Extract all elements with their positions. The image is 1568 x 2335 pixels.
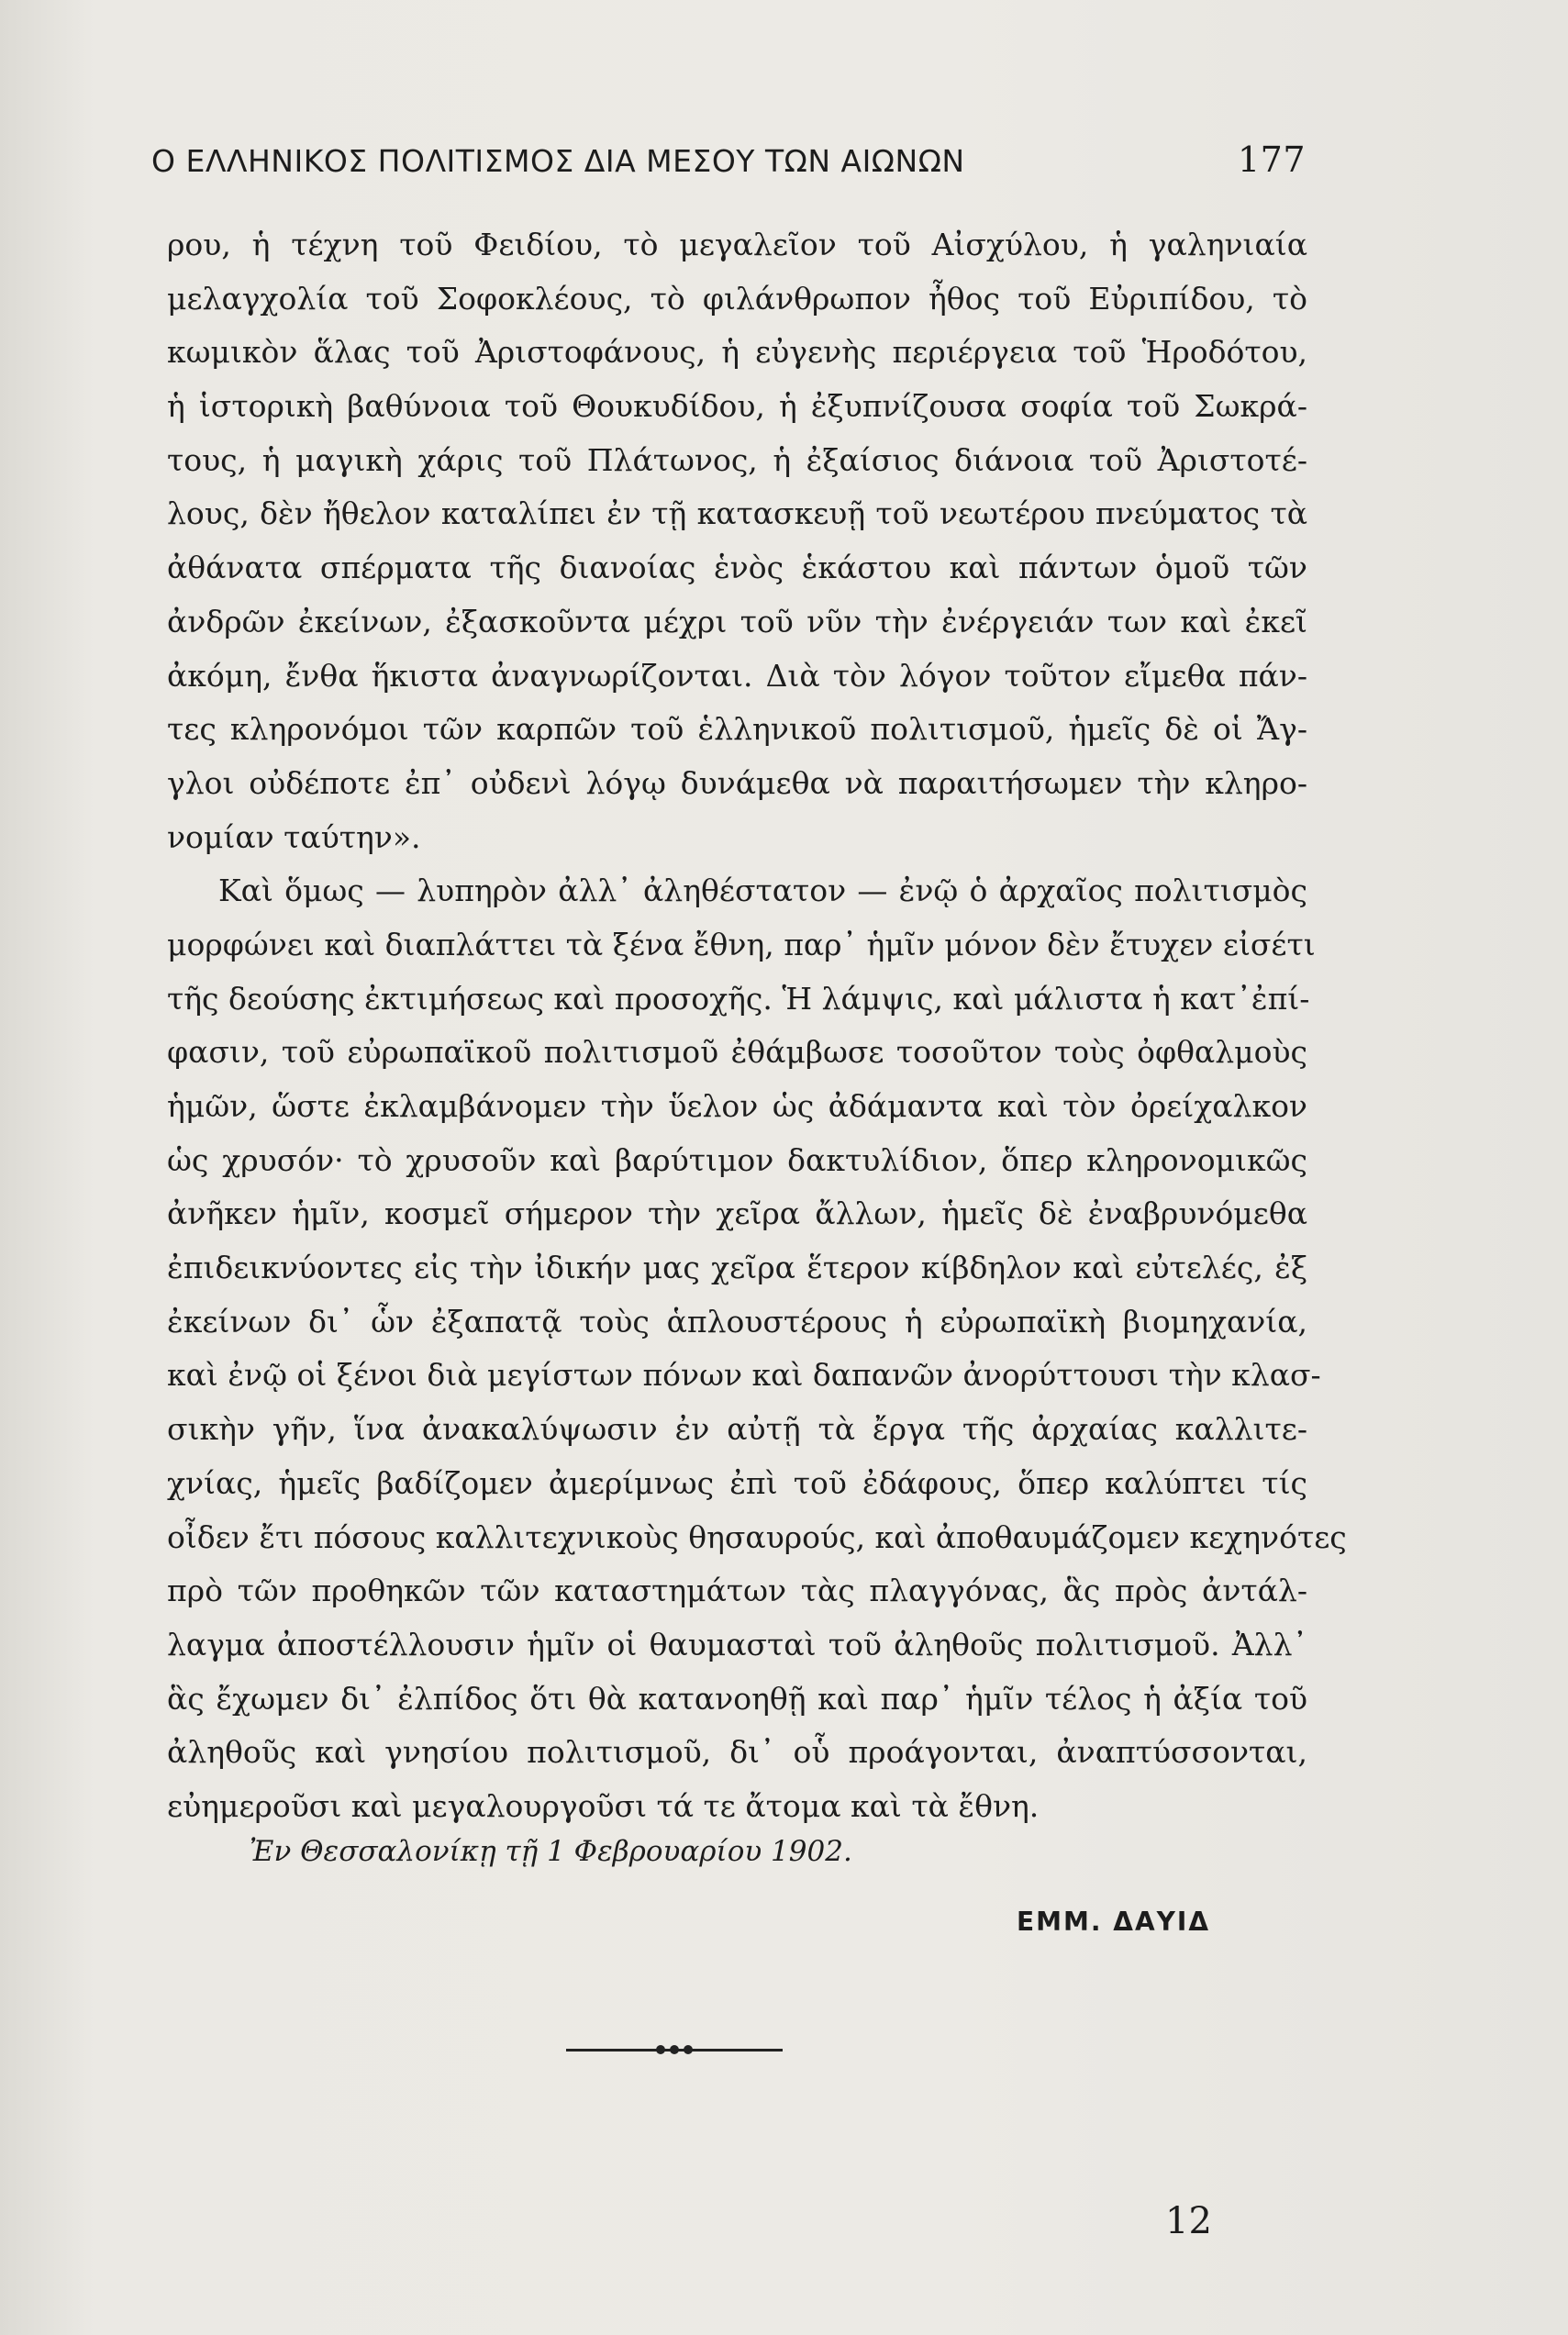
text-line: καὶ ἐνῷ οἱ ξένοι διὰ μεγίστων πόνων καὶ δαπανῶν ἀνορύττουσι τὴν κλασ- bbox=[167, 1357, 1321, 1394]
text-line: ἡμῶν, ὥστε ἐκλαμβάνομεν τὴν ὕελον ὡς ἀδάμαντα καὶ τὸν ὀρείχαλκον bbox=[167, 1088, 1307, 1124]
text-line: γλοι οὐδέποτε ἐπ᾽ οὐδενὶ λόγῳ δυνάμεθα νὰ παραιτήσωμεν τὴν κληρο- bbox=[167, 764, 1307, 801]
text-line: φασιν, τοῦ εὐρωπαϊκοῦ πολιτισμοῦ ἐθάμβωσε τοσοῦτον τοὺς ὀφθαλμοὺς bbox=[167, 1034, 1307, 1071]
text-line: ἀνῆκεν ἡμῖν, κοσμεῖ σήμερον τὴν χεῖρα ἄλλων, ἡμεῖς δὲ ἐναβρυνόμεθα bbox=[167, 1195, 1307, 1232]
page-number: 177 bbox=[1237, 139, 1306, 180]
text-line: ὡς χρυσόν· τὸ χρυσοῦν καὶ βαρύτιμον δακτυλίδιον, ὅπερ κληρονομικῶς bbox=[167, 1141, 1307, 1178]
text-line: τους, ἡ μαγικὴ χάρις τοῦ Πλάτωνος, ἡ ἐξαίσιος διάνοια τοῦ Ἀριστοτέ- bbox=[167, 441, 1307, 478]
ornament-dot bbox=[670, 2045, 679, 2054]
text-line: τες κληρονόμοι τῶν καρπῶν τοῦ ἑλληνικοῦ πολιτισμοῦ, ἡμεῖς δὲ οἱ Ἄγ- bbox=[167, 711, 1307, 748]
printer-signature-mark: 12 bbox=[1165, 2200, 1212, 2242]
text-line: σικὴν γῆν, ἵνα ἀνακαλύψωσιν ἐν αὐτῇ τὰ ἔργα τῆς ἀρχαίας καλλιτε- bbox=[167, 1411, 1307, 1448]
dateline: Ἐν Θεσσαλονίκῃ τῇ 1 Φεβρουαρίου 1902. bbox=[250, 1835, 852, 1868]
running-title: Ο ΕΛΛΗΝΙΚΟΣ ΠΟΛΙΤΙΣΜΟΣ ΔΙΑ ΜΕΣΟΥ ΤΩΝ ΑΙΩΝΩΝ bbox=[151, 143, 965, 179]
text-line: ἐπιδεικνύοντες εἰς τὴν ἰδικήν μας χεῖρα ἕτερον κίβδηλον καὶ εὐτελές, ἐξ bbox=[167, 1250, 1307, 1286]
body-text bbox=[167, 218, 1347, 1834]
ornament-dot bbox=[684, 2045, 693, 2054]
text-line: ἀληθοῦς καὶ γνησίου πολιτισμοῦ, δι᾽ οὗ προάγονται, ἀναπτύσσονται, bbox=[167, 1734, 1307, 1771]
text-line: εὐημεροῦσι καὶ μεγαλουργοῦσι τά τε ἄτομα καὶ τὰ ἔθνη. bbox=[167, 1787, 1040, 1824]
text-line: ἡ ἱστορικὴ βαθύνοια τοῦ Θουκυδίδου, ἡ ἐξυπνίζουσα σοφία τοῦ Σωκρά- bbox=[167, 388, 1307, 425]
ornamental-rule bbox=[566, 2044, 783, 2055]
ornament-dot bbox=[656, 2045, 665, 2054]
text-line: λαγμα ἀποστέλλουσιν ἡμῖν οἱ θαυμασταὶ τοῦ ἀληθοῦς πολιτισμοῦ. Ἀλλ᾽ bbox=[167, 1626, 1307, 1662]
text-line: ἀνδρῶν ἐκείνων, ἐξασκοῦντα μέχρι τοῦ νῦν τὴν ἐνέργειάν των καὶ ἐκεῖ bbox=[167, 603, 1307, 639]
text-line: χνίας, ἡμεῖς βαδίζομεν ἀμερίμνως ἐπὶ τοῦ ἐδάφους, ὅπερ καλύπτει τίς bbox=[167, 1464, 1307, 1501]
text-line: ἃς ἔχωμεν δι᾽ ἐλπίδος ὅτι θὰ κατανοηθῇ καὶ παρ᾽ ἡμῖν τέλος ἡ ἀξία τοῦ bbox=[167, 1680, 1307, 1717]
text-line: νομίαν ταύτην». bbox=[167, 818, 421, 855]
text-line: μελαγχολία τοῦ Σοφοκλέους, τὸ φιλάνθρωπον ἦθος τοῦ Εὐριπίδου, τὸ bbox=[167, 280, 1307, 317]
text-line: κωμικὸν ἅλας τοῦ Ἀριστοφάνους, ἡ εὐγενὴς περιέργεια τοῦ Ἡροδότου, bbox=[167, 334, 1307, 371]
author-signature: ΕΜΜ. ΔΑΥΙΔ bbox=[1017, 1907, 1210, 1937]
running-header bbox=[151, 139, 1306, 187]
text-line: ἀθάνατα σπέρματα τῆς διανοίας ἑνὸς ἑκάστου καὶ πάντων ὁμοῦ τῶν bbox=[167, 550, 1307, 586]
text-line: οἶδεν ἔτι πόσους καλλιτεχνικοὺς θησαυρούς, καὶ ἀποθαυμάζομεν κεχηνότες bbox=[167, 1518, 1347, 1555]
text-line: ἐκείνων δι᾽ ὧν ἐξαπατᾷ τοὺς ἁπλουστέρους ἡ εὐρωπαϊκὴ βιομηχανία, bbox=[167, 1303, 1307, 1340]
text-line: μορφώνει καὶ διαπλάττει τὰ ξένα ἔθνη, παρ᾽ ἡμῖν μόνον δὲν ἔτυχεν εἰσέτι bbox=[167, 926, 1316, 962]
text-line: Καὶ ὅμως — λυπηρὸν ἀλλ᾽ ἀληθέστατον — ἐνῷ ὁ ἀρχαῖος πολιτισμὸς bbox=[218, 873, 1307, 909]
text-line: τῆς δεούσης ἐκτιμήσεως καὶ προσοχῆς. Ἡ λάμψις, καὶ μάλιστα ἡ κατ᾽ἐπί- bbox=[167, 980, 1310, 1017]
text-line: πρὸ τῶν προθηκῶν τῶν καταστημάτων τὰς πλαγγόνας, ἃς πρὸς ἀντάλ- bbox=[167, 1573, 1307, 1609]
text-line: λους, δὲν ἤθελον καταλίπει ἐν τῇ κατασκευῇ τοῦ νεωτέρου πνεύματος τὰ bbox=[167, 495, 1307, 532]
text-line: ρου, ἡ τέχνη τοῦ Φειδίου, τὸ μεγαλεῖον τοῦ Αἰσχύλου, ἡ γαληνιαία bbox=[167, 227, 1307, 262]
text-line: ἀκόμη, ἔνθα ἥκιστα ἀναγνωρίζονται. Διὰ τὸν λόγον τοῦτον εἴμεθα πάν- bbox=[167, 657, 1307, 694]
